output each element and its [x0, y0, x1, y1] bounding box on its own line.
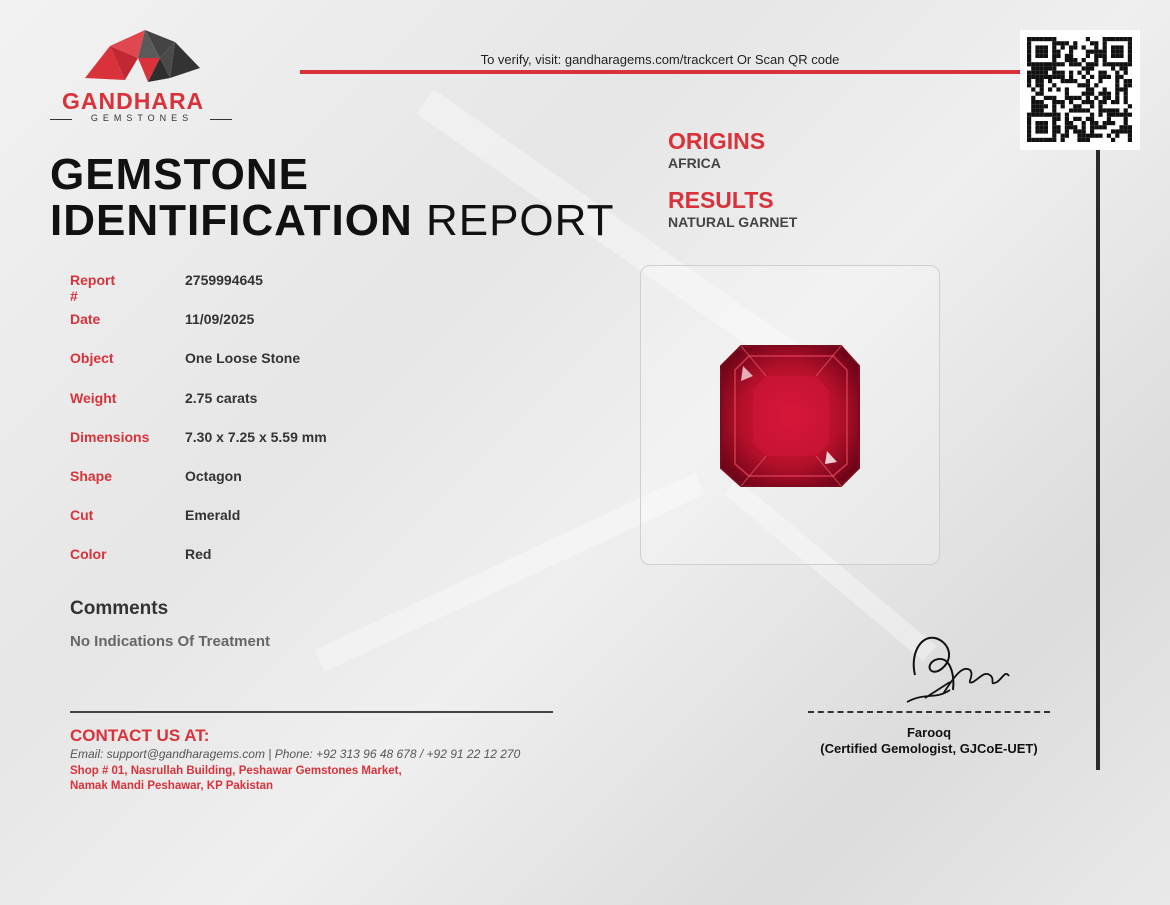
gem-logo-icon — [50, 28, 235, 88]
contact-rule — [70, 711, 553, 713]
field-value: 7.30 x 7.25 x 5.59 mm — [185, 429, 327, 445]
field-value: 11/09/2025 — [185, 311, 255, 327]
title-bold: IDENTIFICATION — [50, 196, 413, 245]
logo-sub-text: GEMSTONES — [90, 113, 194, 123]
logo-brand-text: GANDHARA — [62, 88, 205, 114]
address-line-2: Namak Mandi Peshawar, KP Pakistan — [70, 780, 274, 792]
results-value: NATURAL GARNET — [668, 214, 798, 230]
field-label: Date — [70, 311, 101, 327]
qr-code[interactable] — [1020, 30, 1140, 150]
field-value: 2759994645 — [185, 272, 263, 288]
side-rule — [1096, 150, 1100, 770]
field-label: Cut — [70, 507, 94, 523]
field-label: Dimensions — [70, 429, 150, 445]
field-label: Report # — [70, 272, 116, 304]
field-value: Octagon — [185, 468, 242, 484]
gemstone-photo-frame — [640, 265, 940, 565]
field-value: One Loose Stone — [185, 350, 301, 366]
results-heading: RESULTS — [668, 187, 774, 213]
address-line-1: Shop # 01, Nasrullah Building, Peshawar Gemstones Market, — [70, 765, 402, 777]
field-value: 2.75 carats — [185, 390, 258, 406]
field-label: Color — [70, 546, 107, 562]
field-label: Object — [70, 350, 114, 366]
verify-text: To verify, visit: gandharagems.com/trackcert Or Scan QR code — [480, 52, 840, 67]
field-value: Red — [185, 546, 212, 562]
title-thin: REPORT — [425, 196, 615, 245]
report-title — [50, 152, 615, 244]
contact-info: Email: support@gandharagems.com | Phone: +92 313 96 48 678 / +92 91 22 12 270 — [70, 747, 521, 761]
gemstone-image — [641, 266, 939, 564]
logo-divider — [210, 119, 232, 120]
signer-title: (Certified Gemologist, GJCoE-UET) — [820, 741, 1038, 756]
field-label: Shape — [70, 468, 113, 484]
title-line-1: GEMSTONE — [50, 150, 310, 199]
field-label: Weight — [70, 390, 117, 406]
signer-name: Farooq — [906, 725, 952, 740]
origins-value: AFRICA — [668, 155, 721, 171]
brand-logo — [50, 28, 235, 128]
signature-icon — [895, 620, 1025, 710]
comments-heading: Comments — [70, 598, 169, 619]
field-value: Emerald — [185, 507, 241, 523]
contact-heading: CONTACT US AT: — [70, 726, 210, 745]
comments-text: No Indications Of Treatment — [70, 633, 271, 650]
title-line-2 — [50, 198, 615, 244]
signature-rule — [808, 711, 1050, 713]
origins-heading: ORIGINS — [668, 128, 766, 154]
header-rule — [300, 70, 1025, 74]
qr-code-icon — [1020, 30, 1140, 150]
signature-image — [895, 620, 1025, 710]
